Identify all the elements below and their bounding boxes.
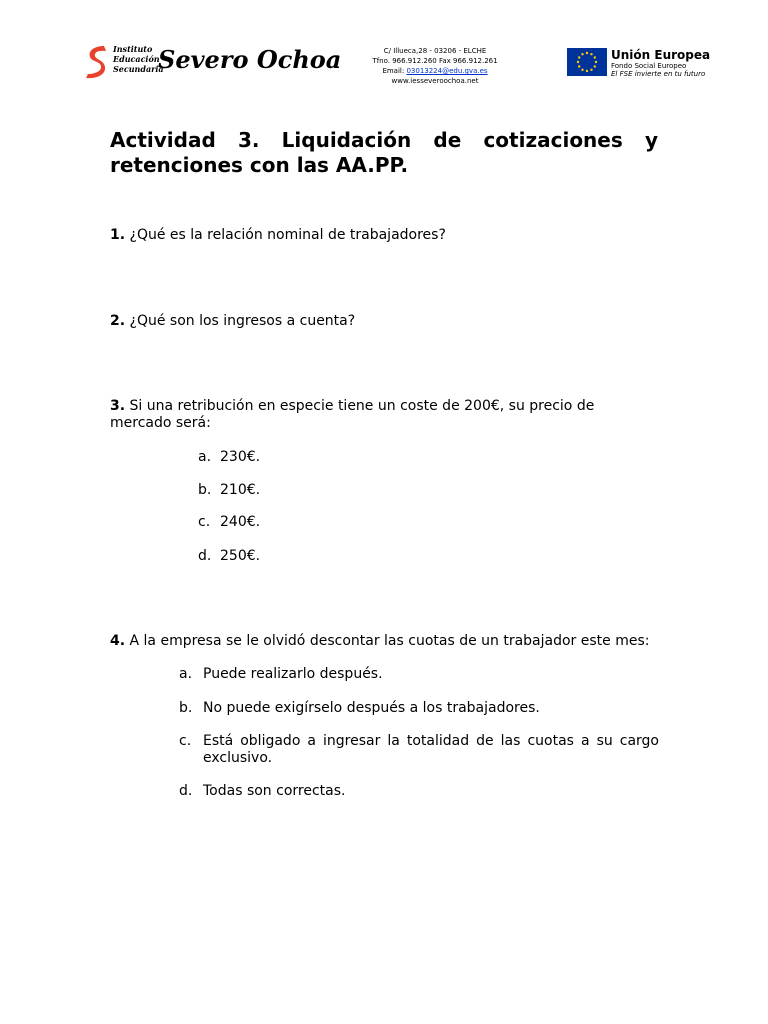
option-letter: d. <box>179 783 193 799</box>
question-1 <box>110 227 658 244</box>
contact-email-label: Email: <box>382 67 405 75</box>
question-number: 4. <box>110 633 126 649</box>
contact-email-line <box>360 66 510 76</box>
option-text: 230€. <box>220 449 261 465</box>
contact-phone: Tfno. 966.912.260 Fax 966.912.261 <box>372 57 498 65</box>
contact-email-link[interactable]: 03013224@edu.gva.es <box>406 67 488 75</box>
option-letter: b. <box>198 482 212 498</box>
question-3 <box>110 398 658 432</box>
question-3-option-d <box>198 548 260 565</box>
question-4-option-c <box>179 733 659 767</box>
school-name: Severo Ochoa <box>158 45 342 74</box>
option-letter: c. <box>179 733 192 749</box>
option-text: 250€. <box>220 548 261 564</box>
question-number: 3. <box>110 398 126 414</box>
option-letter: c. <box>198 514 211 530</box>
contact-address: C/ Illueca,28 - 03206 - ELCHE <box>383 47 487 55</box>
eu-tagline: El FSE invierte en tu futuro <box>611 70 706 78</box>
page-title: Actividad 3. Liquidación de cotizaciones y retenciones con las AA.PP. <box>110 128 658 177</box>
question-text: A la empresa se le olvidó descontar las cuotas de un trabajador este mes: <box>129 633 650 649</box>
question-3-option-c <box>198 514 260 531</box>
eu-flag-icon <box>567 48 607 76</box>
option-letter: b. <box>179 700 193 716</box>
question-text: ¿Qué son los ingresos a cuenta? <box>129 313 356 329</box>
question-text: Si una retribución en especie tiene un coste de 200€, su precio de mercado será: <box>110 398 595 431</box>
school-logo-mark-icon <box>84 44 110 80</box>
question-4 <box>110 633 658 650</box>
option-text: Puede realizarlo después. <box>203 666 383 682</box>
contact-block <box>360 46 510 86</box>
option-text: Todas son correctas. <box>203 783 346 799</box>
question-4-option-b <box>179 700 659 717</box>
institute-line-2: Educación <box>113 54 160 64</box>
eu-subtitle: Fondo Social Europeo <box>611 62 687 70</box>
institute-lines <box>113 44 164 74</box>
option-letter: a. <box>198 449 212 465</box>
option-text: 210€. <box>220 482 261 498</box>
question-text: ¿Qué es la relación nominal de trabajadores? <box>129 227 446 243</box>
school-logo <box>84 44 342 84</box>
institute-line-3: Secundaria <box>113 64 164 74</box>
question-number: 2. <box>110 313 126 329</box>
eu-text <box>611 48 721 78</box>
question-4-option-a <box>179 666 659 683</box>
contact-web: www.iesseveroochoa.net <box>391 77 479 85</box>
question-number: 1. <box>110 227 126 243</box>
question-3-option-a <box>198 449 260 466</box>
institute-line-1: Instituto <box>113 44 153 54</box>
question-4-option-d <box>179 783 659 800</box>
option-letter: a. <box>179 666 193 682</box>
eu-title: Unión Europea <box>611 48 711 62</box>
option-letter: d. <box>198 548 212 564</box>
question-2 <box>110 313 658 330</box>
option-text: No puede exigírselo después a los trabajadores. <box>203 700 540 716</box>
eu-logo <box>567 48 717 80</box>
option-text: Está obligado a ingresar la totalidad de las cuotas a su cargo exclusivo. <box>203 733 659 766</box>
option-text: 240€. <box>220 514 261 530</box>
page-header <box>0 40 768 100</box>
question-3-option-b <box>198 482 260 499</box>
